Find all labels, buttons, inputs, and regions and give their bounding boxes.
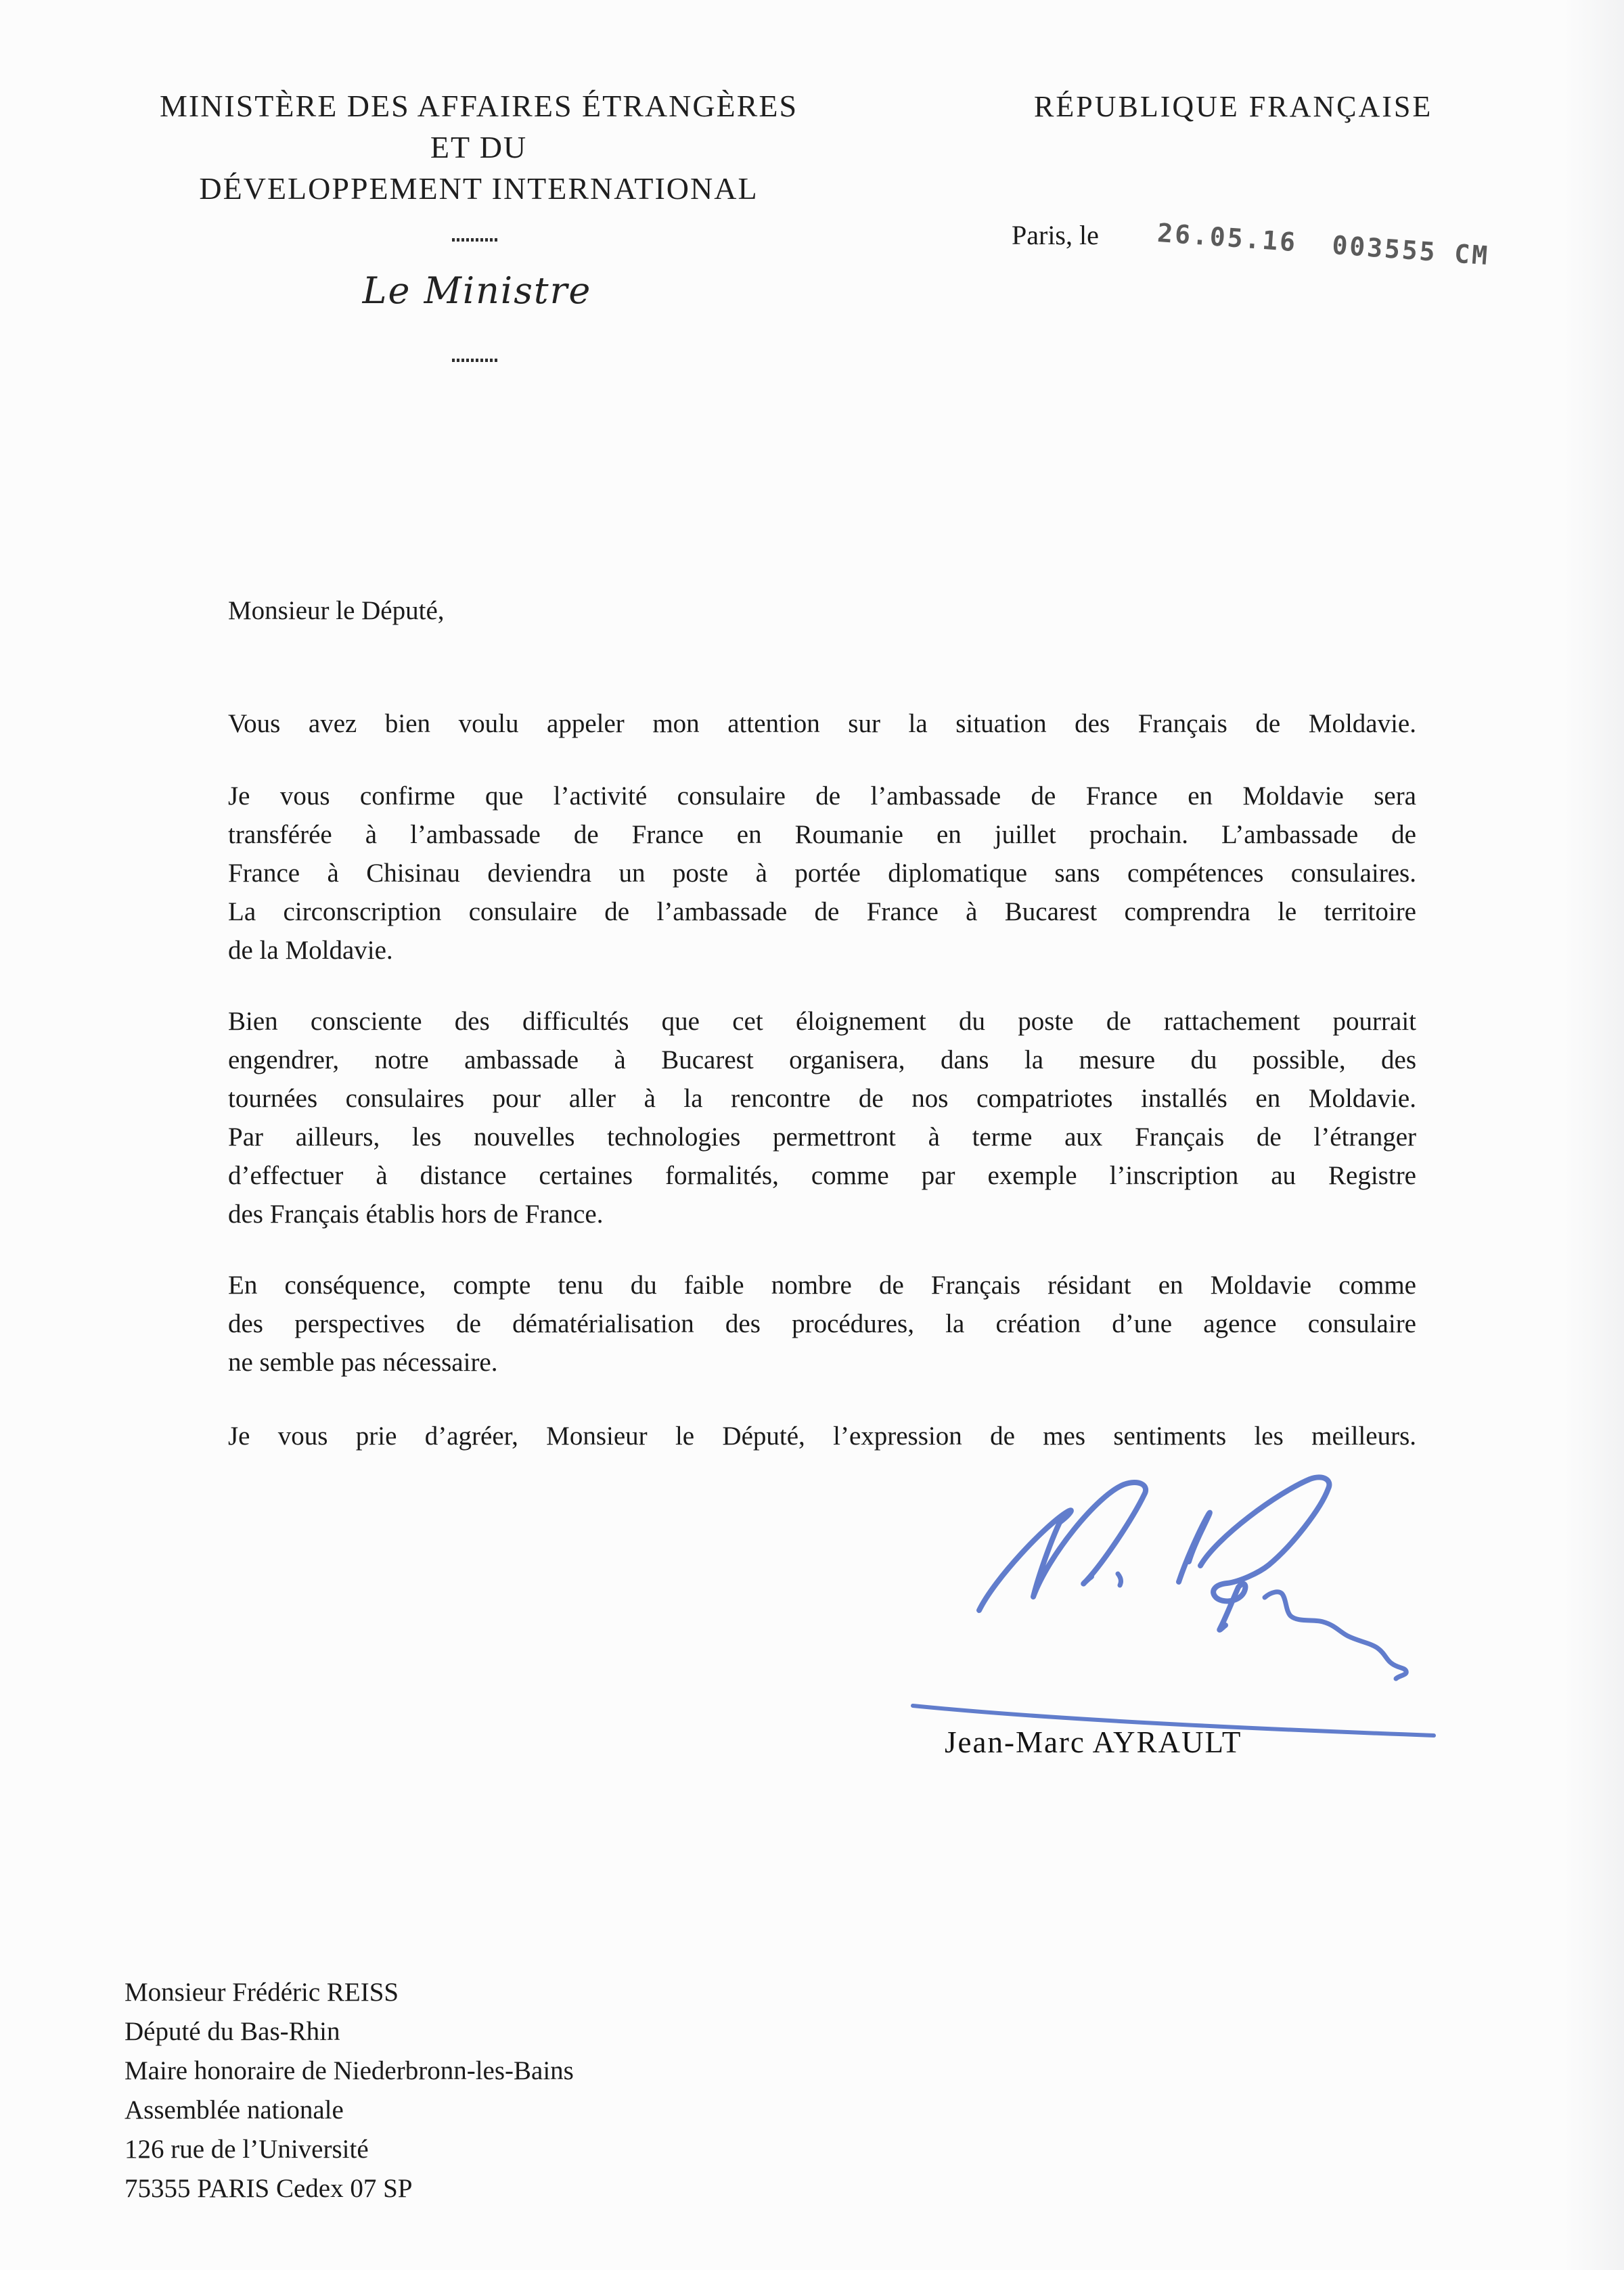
text-line: Monsieur le Député,: [228, 596, 445, 625]
body-paragraph-3: [228, 1002, 1416, 1233]
text-line: ET DU: [430, 130, 528, 164]
closing-formula: [228, 1417, 1416, 1455]
date-stamp: 26.05.16 003555 CM: [1156, 218, 1491, 271]
separator-dash-top: [452, 238, 499, 242]
ministry-letterhead: [102, 85, 856, 209]
body-paragraph-1: [228, 704, 1416, 743]
text-line: Assemblée nationale: [125, 2095, 344, 2125]
text-line: engendrer, notre ambassade à Bucarest organisera, dans la mesure du possible, des: [228, 1045, 1416, 1074]
signer-name: Jean-Marc AYRAULT: [945, 1725, 1242, 1759]
text-line: Maire honoraire de Niederbronn-les-Bains: [125, 2056, 574, 2085]
text-line: France à Chisinau deviendra un poste à portée diplomatique sans compétences consulaires.: [228, 859, 1416, 888]
text-line: En conséquence, compte tenu du faible nombre de Français résidant en Moldavie comme: [228, 1271, 1416, 1300]
minister-script-title: Le Ministre: [362, 269, 592, 312]
text-line: MINISTÈRE DES AFFAIRES ÉTRANGÈRES: [159, 89, 798, 123]
text-line: Je vous prie d’agréer, Monsieur le Député, l’expression de mes sentiments les meilleurs.: [228, 1422, 1416, 1451]
salutation: [228, 591, 1416, 630]
text-line: Je vous confirme que l’activité consulaire de l’ambassade de France en Moldavie sera: [228, 781, 1416, 811]
recipient-address-block: [125, 1973, 574, 2208]
text-line: tournées consulaires pour aller à la rencontre de nos compatriotes installés en Moldavie.: [228, 1084, 1416, 1113]
text-line: 75355 PARIS Cedex 07 SP: [125, 2174, 413, 2203]
text-line: DÉVELOPPEMENT INTERNATIONAL: [199, 171, 759, 206]
text-line: Monsieur Frédéric REISS: [125, 1978, 399, 2007]
separator-dash-bottom: [452, 359, 499, 362]
body-paragraph-2: [228, 777, 1416, 970]
text-line: transférée à l’ambassade de France en Roumanie en juillet prochain. L’ambassade de: [228, 820, 1416, 849]
republic-label: RÉPUBLIQUE FRANÇAISE: [1034, 90, 1433, 123]
text-line: des perspectives de dématérialisation des procédures, la création d’une agence consulaire: [228, 1309, 1416, 1338]
text-line: ne semble pas nécessaire.: [228, 1348, 498, 1377]
text-line: Bien consciente des difficultés que cet éloignement du poste de rattachement pourrait: [228, 1007, 1416, 1036]
handwritten-signature-ink: [900, 1455, 1441, 1752]
scan-edge-shadow: [1563, 0, 1624, 2270]
place-date-label: Paris, le: [1012, 220, 1099, 250]
text-line: 126 rue de l’Université: [125, 2135, 369, 2164]
text-line: des Français établis hors de France.: [228, 1200, 604, 1229]
text-line: La circonscription consulaire de l’ambassade de France à Bucarest comprendra le territoire: [228, 897, 1416, 926]
text-line: Député du Bas-Rhin: [125, 2017, 340, 2046]
text-line: de la Moldavie.: [228, 936, 393, 965]
text-line: d’effectuer à distance certaines formalités, comme par exemple l’inscription au Registre: [228, 1161, 1416, 1190]
text-line: Vous avez bien voulu appeler mon attention sur la situation des Français de Moldavie.: [228, 709, 1416, 738]
text-line: Par ailleurs, les nouvelles technologies permettront à terme aux Français de l’étranger: [228, 1122, 1416, 1152]
body-paragraph-4: [228, 1266, 1416, 1382]
